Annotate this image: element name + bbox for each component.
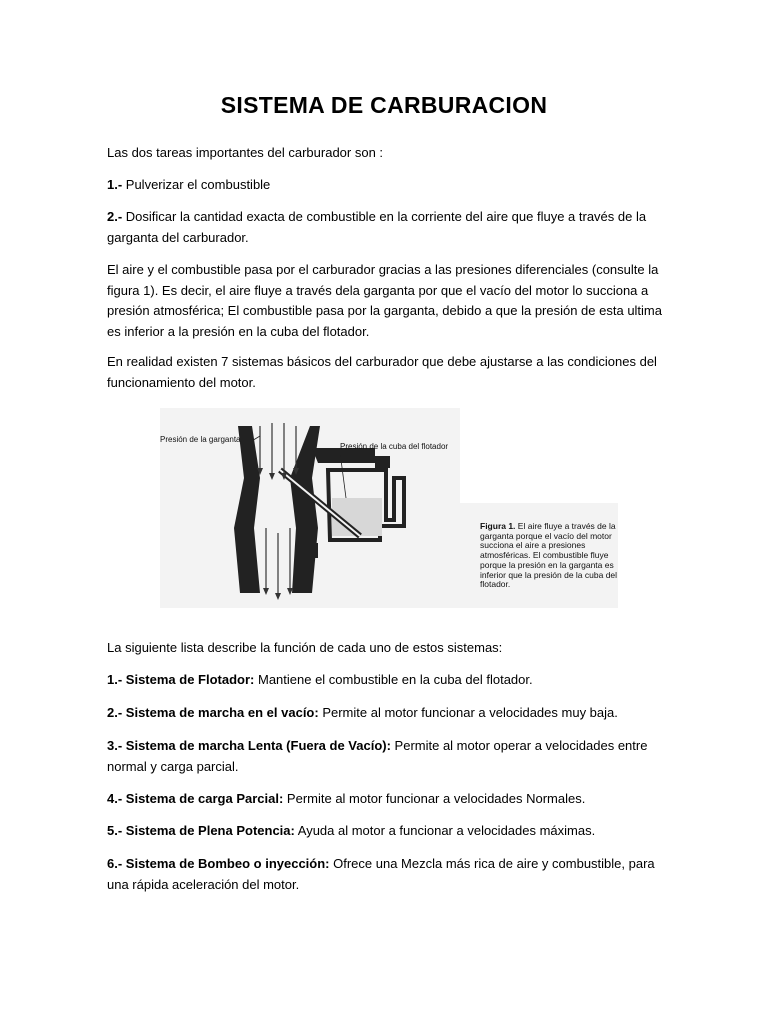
system-desc: Mantiene el combustible en la cuba del flotador.	[254, 672, 533, 687]
figure-caption-text: El aire fluye a través de la garganta porque el vacío del motor succiona el aire a presiones atmosféricas. El combustible fluye porque la presión en la garganta es inferior que la presión de la cuba del flotador.	[480, 521, 618, 590]
system-desc: Permite al motor funcionar a velocidades Normales.	[283, 791, 586, 806]
system-item-1	[107, 670, 667, 691]
task-item-2	[107, 207, 667, 248]
system-desc: Ofrece una Mezcla más rica de aire y combustible, para una rápida aceleración del motor.	[107, 856, 655, 892]
system-name: 1.- Sistema de Flotador:	[107, 672, 255, 687]
system-item-3	[107, 736, 667, 777]
list-intro-paragraph: La siguiente lista describe la función de cada uno de estos sistemas:	[107, 640, 503, 655]
figure-caption-prefix: Figura 1.	[480, 521, 516, 531]
system-item-6	[107, 854, 667, 895]
system-item-2	[107, 703, 667, 724]
task-text: Pulverizar el combustible	[122, 177, 271, 192]
system-desc: Permite al motor funcionar a velocidades muy baja.	[318, 705, 618, 720]
systems-intro-paragraph: En realidad existen 7 sistemas básicos del carburador que debe ajustarse a las condiciones del funcionamiento del motor.	[107, 354, 657, 390]
throat-pressure-label: Presión de la garganta	[160, 435, 241, 444]
system-desc: Ayuda al motor a funcionar a velocidades máximas.	[294, 823, 596, 838]
system-item-5	[107, 821, 667, 842]
figure-caption	[480, 522, 620, 590]
page-title: SISTEMA DE CARBURACION	[220, 92, 548, 118]
system-name: 2.- Sistema de marcha en el vacío:	[107, 705, 319, 720]
task-number: 1.-	[107, 177, 123, 192]
task-number: 2.-	[107, 209, 123, 224]
system-desc: Permite al motor operar a velocidades entre normal y carga parcial.	[107, 738, 648, 774]
intro-paragraph: Las dos tareas importantes del carburador son :	[107, 145, 384, 160]
system-name: 6.- Sistema de Bombeo o inyección:	[107, 856, 330, 871]
system-name: 4.- Sistema de carga Parcial:	[107, 791, 284, 806]
system-name: 5.- Sistema de Plena Potencia:	[107, 823, 295, 838]
bowl-pressure-label: Presión de la cuba del flotador	[340, 442, 449, 451]
system-name: 3.- Sistema de marcha Lenta (Fuera de Vacío):	[107, 738, 391, 753]
explanation-paragraph: El aire y el combustible pasa por el carburador gracias a las presiones diferenciales (consulte la figura 1). Es decir, el aire fluye a través dela garganta por que el vacío del motor lo succiona a presión atmosférica; El combustible pasa por la garganta, debido a que la presión de esta ultima es inferior a la presión en la cuba del flotador.	[107, 262, 662, 339]
task-item-1	[107, 175, 667, 196]
task-text: Dosificar la cantidad exacta de combustible en la corriente del aire que fluye a través de la garganta del carburador.	[107, 209, 647, 245]
system-item-4	[107, 789, 667, 810]
